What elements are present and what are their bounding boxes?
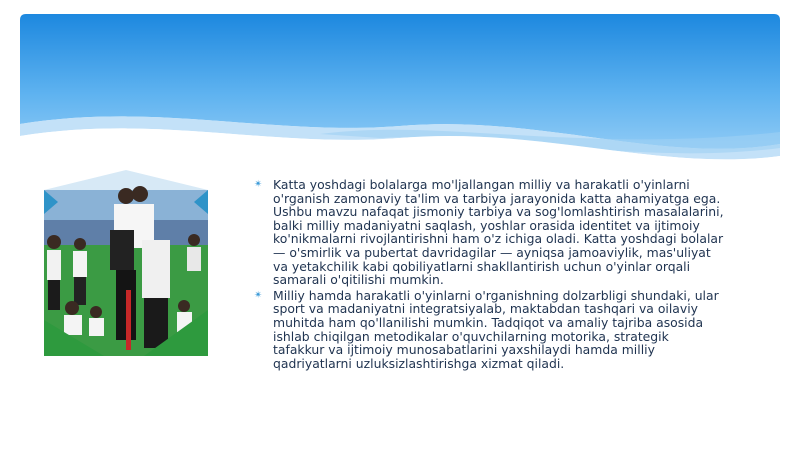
bullet-list bbox=[254, 178, 724, 372]
bullet-text: Milliy hamda harakatli o'yinlarni o'rganishning dolzarbligi shundaki, ular sport va madaniyatni integratsiyalab, maktabdan tashqari va oilaviy muhitda ham qo'llanilishi mumkin. Tadqiqot va amaliy tajriba asosida ishlab chiqilgan metodikalar o'quvchilarning motorika, strategik tafakkur va ijtimoiy munosabatlarini yaxshilaydi hamda milliy qadriyatlarni uzluksizlashtirishga xizmat qiladi. bbox=[273, 287, 719, 371]
header-wave-banner bbox=[20, 14, 780, 174]
children-playing-photo bbox=[44, 170, 208, 356]
star-bullet-icon: ✴ bbox=[254, 289, 263, 301]
star-bullet-icon: ✴ bbox=[254, 179, 263, 190]
bullet-text: Katta yoshdagi bolalarga mo'ljallangan milliy va harakatli o'yinlarni o'rganish zamonaviy ta'lim va tarbiya jarayonida katta ahamiyatga ega. Ushbu mavzu nafaqat jismoniy tarbiya va sog'lomlashtirish masalalarini, balki milliy madaniyatni saqlash, yoshlar orasida identitet va ijtimoiy ko'nikmalarni rivojlantirishni ham o'z ichiga oladi. Katta yoshdagi bolalar — o'smirlik va pubertat davridagilar — ayniqsa jamoaviylik, mas'uliyat va yetakchilik kabi qobiliyatlarni shakllantirish uchun o'yinlar orqali samarali o'qitilishi mumkin. bbox=[273, 177, 724, 288]
bullet-item bbox=[254, 178, 724, 287]
bullet-item bbox=[254, 289, 724, 371]
